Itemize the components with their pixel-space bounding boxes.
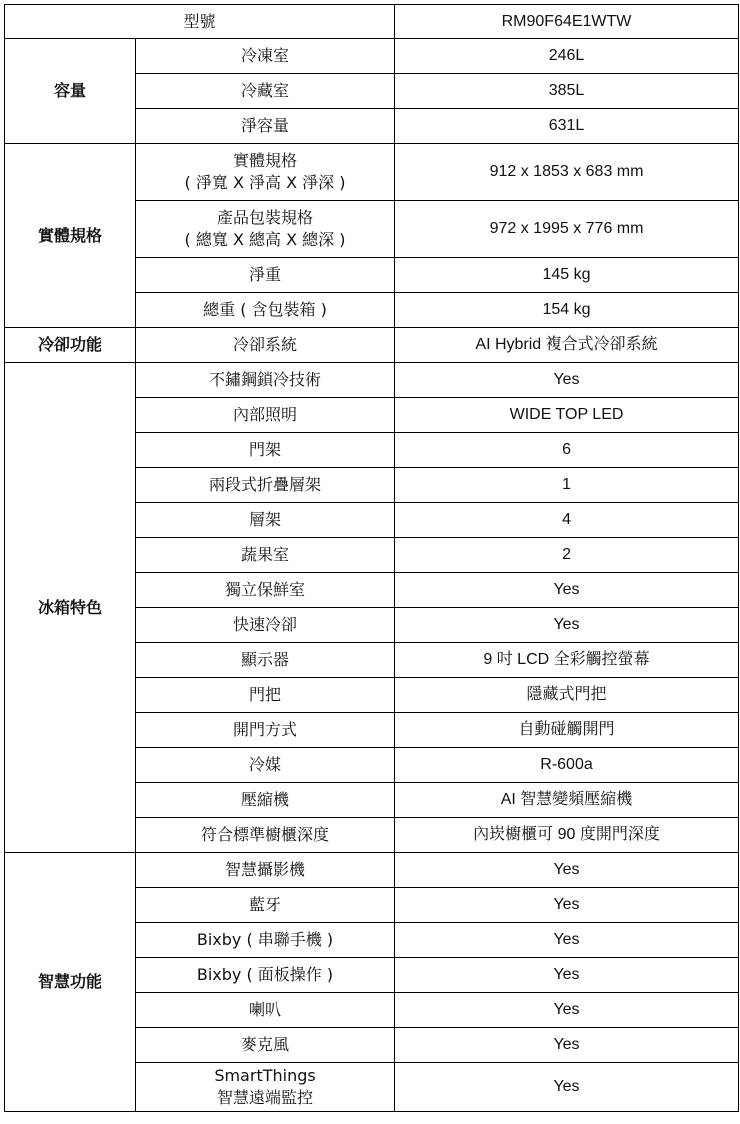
- spec-label: [136, 923, 395, 958]
- spec-label: [136, 608, 395, 643]
- spec-label-line: 淨重: [249, 265, 282, 285]
- spec-label: [136, 328, 395, 363]
- spec-value: AI 智慧變頻壓縮機: [395, 783, 739, 818]
- spec-row: [5, 144, 739, 201]
- spec-label-line: 總重 ( 含包裝箱 ): [203, 300, 327, 320]
- spec-label: [136, 74, 395, 109]
- spec-label-line: 產品包裝規格: [217, 208, 314, 228]
- spec-value: 154 kg: [395, 293, 739, 328]
- spec-label-line: 層架: [249, 510, 282, 530]
- category-label: 冷卻功能: [5, 328, 136, 363]
- category-label: 容量: [5, 39, 136, 144]
- spec-label: [136, 468, 395, 503]
- spec-value: Yes: [395, 993, 739, 1028]
- spec-value: Yes: [395, 608, 739, 643]
- spec-value: 內崁櫥櫃可 90 度開門深度: [395, 818, 739, 853]
- spec-label-line: 蔬果室: [241, 545, 290, 565]
- spec-label-line: 兩段式折疊層架: [209, 475, 322, 495]
- spec-label-line: 內部照明: [233, 405, 298, 425]
- spec-value: Yes: [395, 853, 739, 888]
- spec-label-line: 顯示器: [241, 650, 290, 670]
- spec-row: [5, 853, 739, 888]
- category-label: 冰箱特色: [5, 363, 136, 853]
- spec-value: 1: [395, 468, 739, 503]
- spec-label-line: 喇叭: [249, 1000, 282, 1020]
- spec-label: [136, 398, 395, 433]
- spec-value: Yes: [395, 1028, 739, 1063]
- spec-label-line: 冷媒: [249, 755, 282, 775]
- spec-label-line: Bixby ( 面板操作 ): [196, 965, 334, 985]
- spec-label-line: 符合標準櫥櫃深度: [201, 825, 330, 845]
- spec-label: [136, 503, 395, 538]
- spec-label: [136, 39, 395, 74]
- spec-label-line: 藍牙: [249, 895, 282, 915]
- spec-label: [136, 433, 395, 468]
- spec-table: [4, 4, 739, 1112]
- spec-value: 自動碰觸開門: [395, 713, 739, 748]
- spec-value: 6: [395, 433, 739, 468]
- spec-label: [136, 201, 395, 258]
- spec-value: Yes: [395, 888, 739, 923]
- spec-value: Yes: [395, 1063, 739, 1112]
- spec-label-line: 門架: [249, 440, 282, 460]
- model-number: RM90F64E1WTW: [395, 5, 739, 39]
- spec-label-line: 快速冷卻: [233, 615, 298, 635]
- spec-value: 631L: [395, 109, 739, 144]
- spec-label: [136, 144, 395, 201]
- spec-value: Yes: [395, 573, 739, 608]
- spec-value: 4: [395, 503, 739, 538]
- header-row: [5, 5, 739, 39]
- spec-label-line: 麥克風: [241, 1035, 290, 1055]
- spec-value: AI Hybrid 複合式冷卻系統: [395, 328, 739, 363]
- spec-label: [136, 678, 395, 713]
- spec-label: [136, 713, 395, 748]
- spec-label: [136, 293, 395, 328]
- spec-label: [136, 538, 395, 573]
- spec-label: [136, 993, 395, 1028]
- spec-label: [136, 783, 395, 818]
- spec-value: Yes: [395, 923, 739, 958]
- spec-label-line: 不鏽鋼鎖冷技術: [209, 370, 322, 390]
- spec-label: [136, 1063, 395, 1112]
- header-label: 型號: [5, 5, 395, 39]
- category-label: 智慧功能: [5, 853, 136, 1112]
- spec-label-line: 冷卻系統: [233, 335, 298, 355]
- spec-label-line: 實體規格: [233, 151, 298, 171]
- spec-value: R-600a: [395, 748, 739, 783]
- spec-label: [136, 573, 395, 608]
- spec-label-line: 壓縮機: [241, 790, 290, 810]
- spec-label: [136, 258, 395, 293]
- spec-label: [136, 818, 395, 853]
- spec-value: 246L: [395, 39, 739, 74]
- spec-label: [136, 958, 395, 993]
- spec-label-line: 獨立保鮮室: [225, 580, 306, 600]
- spec-label: [136, 748, 395, 783]
- spec-value: 912 x 1853 x 683 mm: [395, 144, 739, 201]
- spec-row: [5, 39, 739, 74]
- spec-label: [136, 888, 395, 923]
- spec-value: Yes: [395, 363, 739, 398]
- spec-label-line: ( 淨寬 X 淨高 X 淨深 ): [184, 173, 346, 192]
- spec-label-line: 開門方式: [233, 720, 298, 740]
- spec-value: WIDE TOP LED: [395, 398, 739, 433]
- spec-label-line: SmartThings: [214, 1066, 316, 1086]
- spec-label: [136, 1028, 395, 1063]
- spec-value: 972 x 1995 x 776 mm: [395, 201, 739, 258]
- spec-label-line: 冷藏室: [241, 81, 290, 101]
- spec-label-line: 冷凍室: [241, 46, 290, 66]
- spec-label: [136, 643, 395, 678]
- spec-label-line: 門把: [249, 685, 282, 705]
- spec-value: 9 吋 LCD 全彩觸控螢幕: [395, 643, 739, 678]
- spec-label: [136, 109, 395, 144]
- spec-label-line: 淨容量: [241, 116, 290, 136]
- spec-label-line: 智慧遠端監控: [217, 1088, 314, 1107]
- spec-row: [5, 328, 739, 363]
- spec-value: 385L: [395, 74, 739, 109]
- spec-value: Yes: [395, 958, 739, 993]
- spec-label: [136, 853, 395, 888]
- spec-value: 2: [395, 538, 739, 573]
- spec-row: [5, 363, 739, 398]
- spec-label-line: 智慧攝影機: [225, 860, 306, 880]
- category-label: 實體規格: [5, 144, 136, 328]
- spec-label: [136, 363, 395, 398]
- spec-value: 隱藏式門把: [395, 678, 739, 713]
- spec-value: 145 kg: [395, 258, 739, 293]
- spec-label-line: ( 總寬 X 總高 X 總深 ): [184, 230, 346, 249]
- spec-label-line: Bixby ( 串聯手機 ): [196, 930, 334, 950]
